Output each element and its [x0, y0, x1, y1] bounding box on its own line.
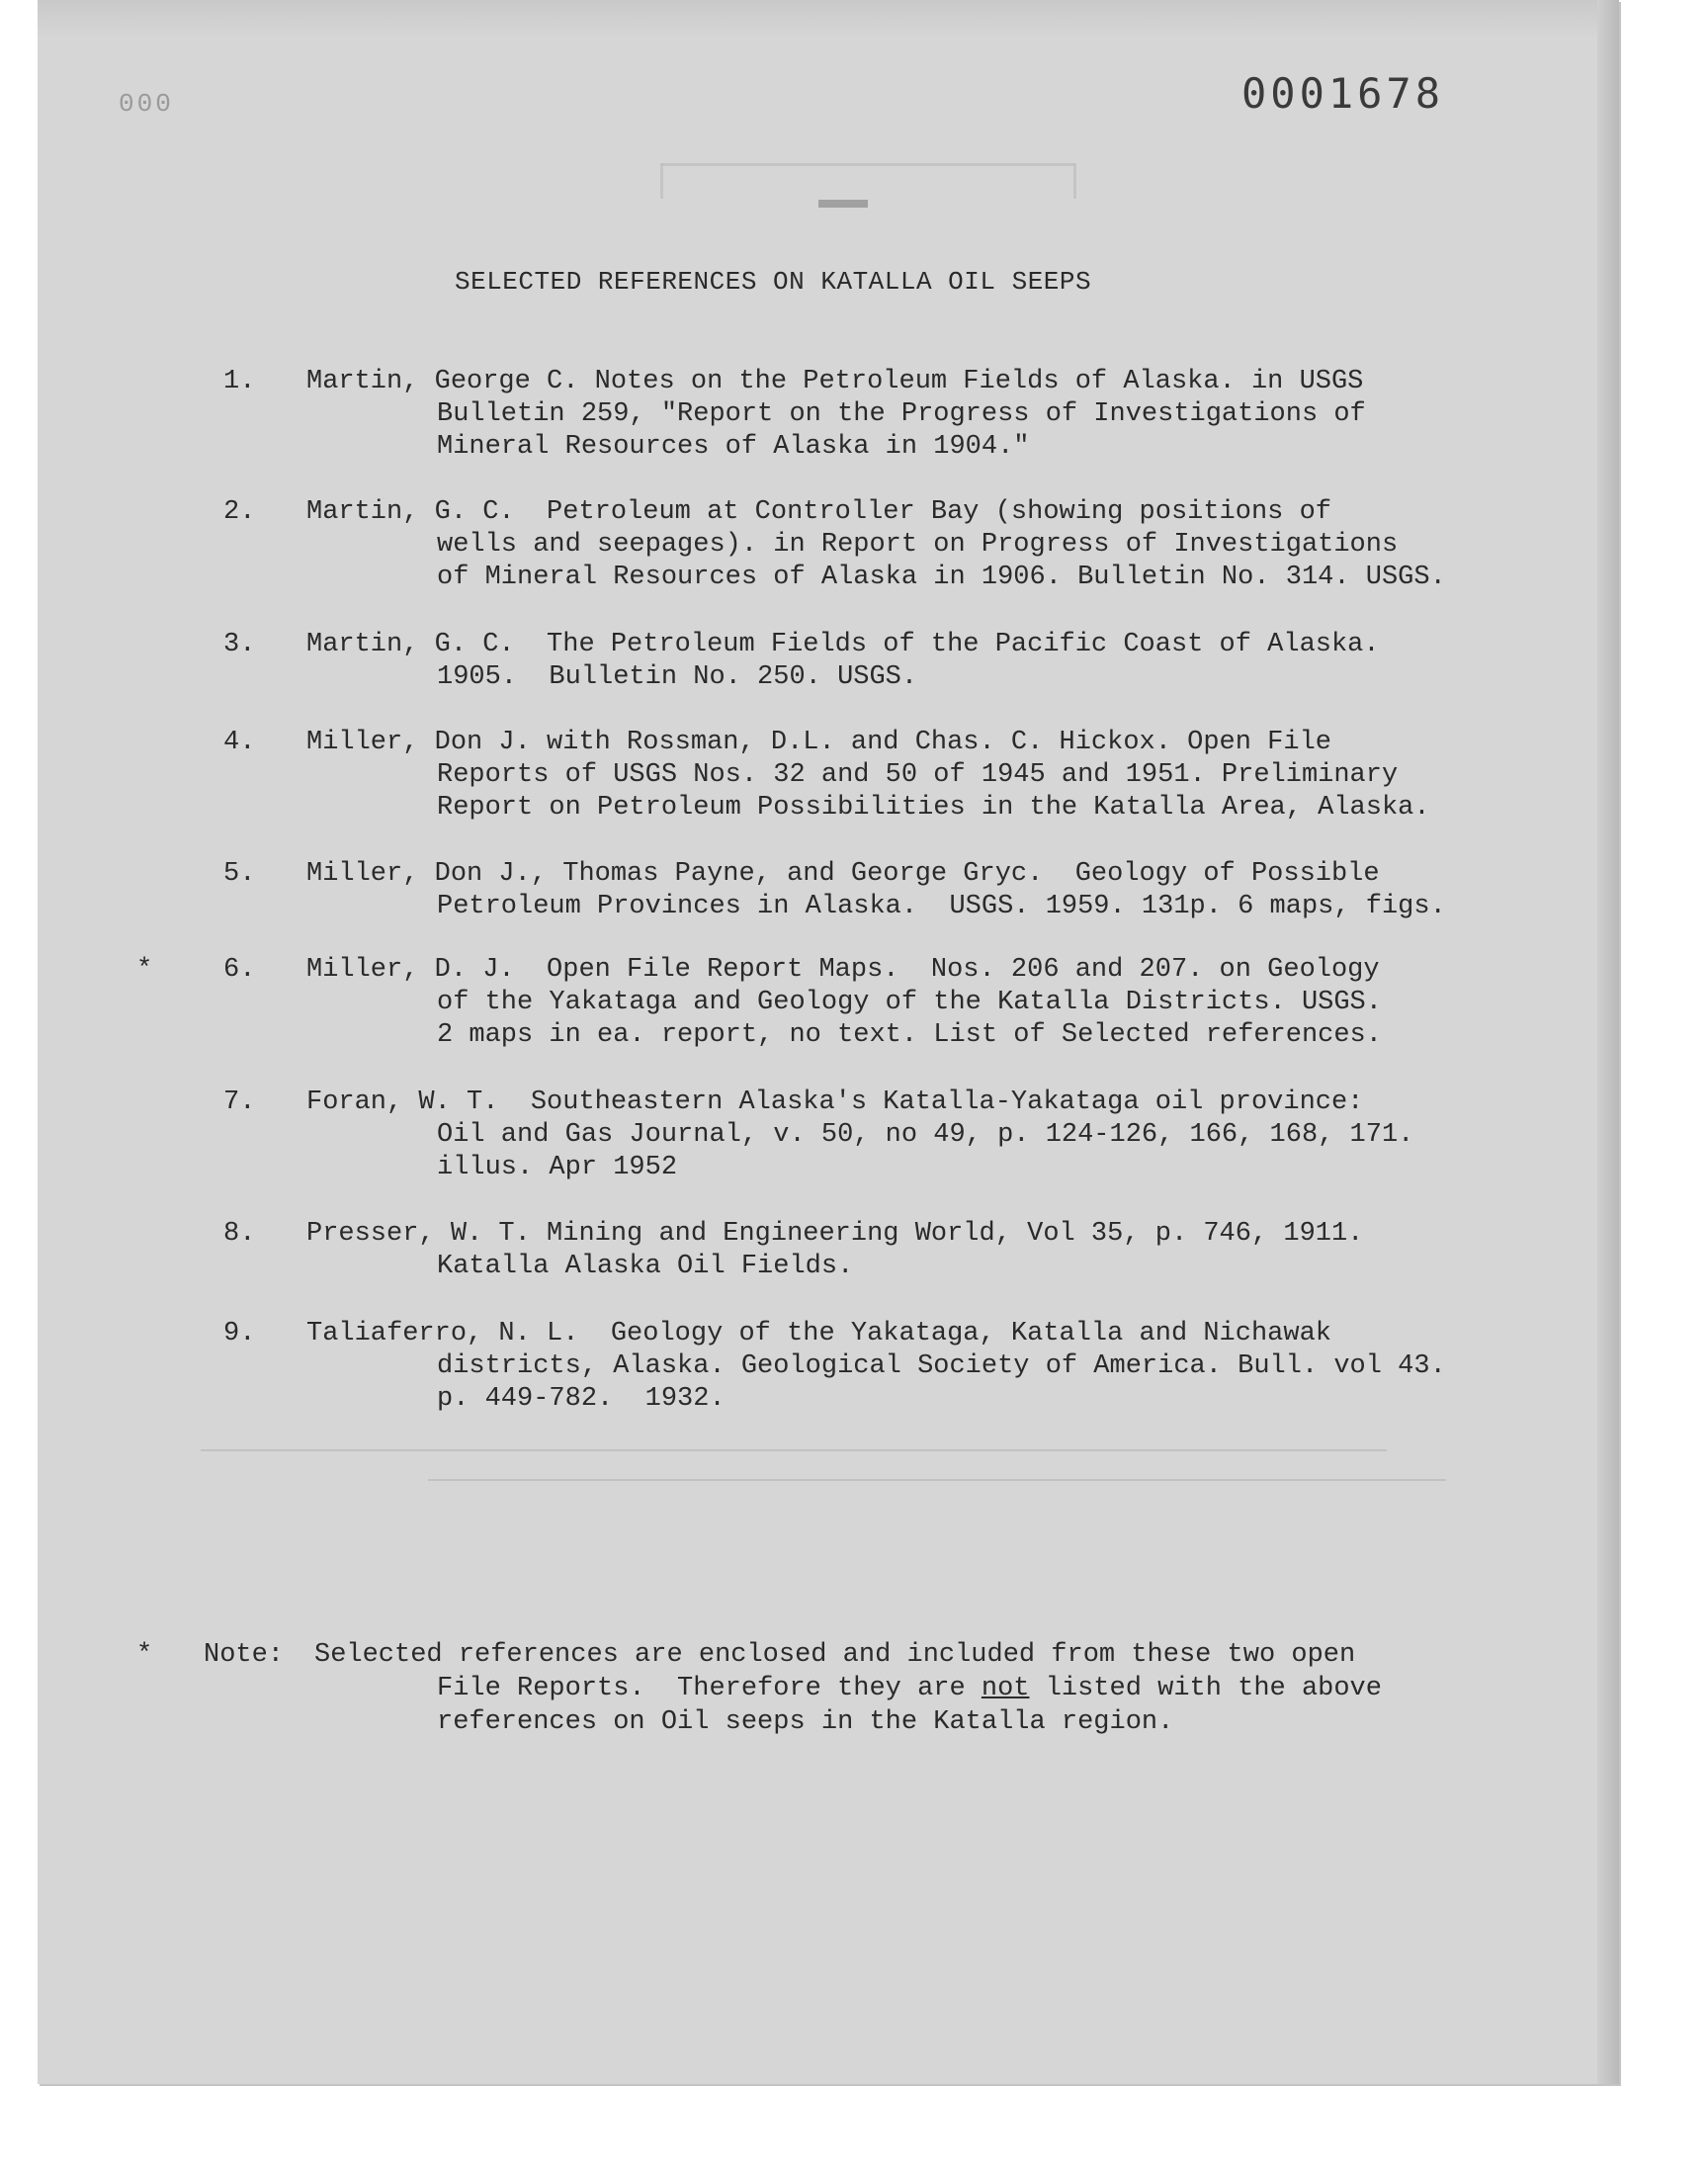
reference-line: Mineral Resources of Alaska in 1904." [437, 432, 1030, 462]
footnote-label: Note: [204, 1640, 285, 1670]
faint-rule [428, 1479, 1446, 1481]
page-title: SELECTED REFERENCES ON KATALLA OIL SEEPS [455, 267, 1092, 297]
scan-smudge [818, 200, 868, 208]
reference-line: Reports of USGS Nos. 32 and 50 of 1945 and 1951. Preliminary [437, 760, 1399, 790]
document-number: 0001678 [1241, 69, 1445, 118]
reference-line: of Mineral Resources of Alaska in 1906. Bulletin No. 314. USGS. [437, 563, 1446, 592]
reference-line: Bulletin 259, "Report on the Progress of Investigations of [437, 399, 1366, 429]
reference-number: 9. [223, 1319, 256, 1348]
footnote-asterisk: * [136, 1640, 153, 1670]
reference-line: Katalla Alaska Oil Fields. [437, 1252, 854, 1281]
reference-line: Miller, D. J. Open File Report Maps. Nos. 206 and 207. on Geology [306, 955, 1380, 985]
reference-line: Presser, W. T. Mining and Engineering World, Vol 35, p. 746, 1911. [306, 1219, 1364, 1249]
reference-line: 2 maps in ea. report, no text. List of Selected references. [437, 1020, 1382, 1050]
footnote-text: listed with the above [1029, 1674, 1382, 1703]
page-top-edge [38, 0, 1619, 38]
reference-line: Foran, W. T. Southeastern Alaska's Katalla-Yakataga oil province: [306, 1088, 1364, 1117]
footnote-line: references on Oil seeps in the Katalla region. [437, 1707, 1174, 1737]
footnote-emphasis: not [981, 1674, 1030, 1703]
faint-rule [201, 1449, 1387, 1451]
footnote-text: File Reports. Therefore they are [437, 1674, 982, 1703]
reference-line: Petroleum Provinces in Alaska. USGS. 1959. 131p. 6 maps, figs. [437, 892, 1446, 921]
scan-smudge [660, 163, 1075, 166]
reference-number: 7. [223, 1088, 256, 1117]
reference-line: Miller, Don J., Thomas Payne, and George Gryc. Geology of Possible [306, 859, 1380, 889]
reference-line: Report on Petroleum Possibilities in the Katalla Area, Alaska. [437, 793, 1430, 823]
reference-line: illus. Apr 1952 [437, 1153, 678, 1182]
reference-line: districts, Alaska. Geological Society of America. Bull. vol 43. [437, 1351, 1446, 1381]
reference-line: wells and seepages). in Report on Progress of Investigations [437, 530, 1399, 560]
faded-stamp: 000 [119, 89, 174, 119]
reference-asterisk: * [136, 955, 153, 985]
scan-smudge [1073, 163, 1076, 199]
reference-number: 2. [223, 497, 256, 527]
reference-number: 3. [223, 630, 256, 659]
reference-line: Martin, G. C. The Petroleum Fields of the Pacific Coast of Alaska. [306, 630, 1380, 659]
reference-line: Martin, George C. Notes on the Petroleum Fields of Alaska. in USGS [306, 367, 1364, 396]
document-page [38, 0, 1619, 2084]
reference-line: p. 449-782. 1932. [437, 1384, 726, 1414]
reference-number: 8. [223, 1219, 256, 1249]
reference-line: Oil and Gas Journal, v. 50, no 49, p. 124-126, 166, 168, 171. [437, 1120, 1414, 1150]
reference-line: 1905. Bulletin No. 250. USGS. [437, 662, 918, 692]
reference-line: Miller, Don J. with Rossman, D.L. and Chas. C. Hickox. Open File [306, 728, 1331, 757]
reference-line: Taliaferro, N. L. Geology of the Yakataga, Katalla and Nichawak [306, 1319, 1331, 1348]
reference-number: 6. [223, 955, 256, 985]
reference-number: 5. [223, 859, 256, 889]
page-right-edge [1597, 0, 1619, 2084]
reference-line: of the Yakataga and Geology of the Katalla Districts. USGS. [437, 988, 1382, 1017]
scan-smudge [660, 163, 663, 199]
reference-number: 4. [223, 728, 256, 757]
footnote-line: Selected references are enclosed and included from these two open [314, 1640, 1356, 1670]
reference-number: 1. [223, 367, 256, 396]
footnote-line [437, 1673, 1382, 1705]
reference-line: Martin, G. C. Petroleum at Controller Bay (showing positions of [306, 497, 1331, 527]
